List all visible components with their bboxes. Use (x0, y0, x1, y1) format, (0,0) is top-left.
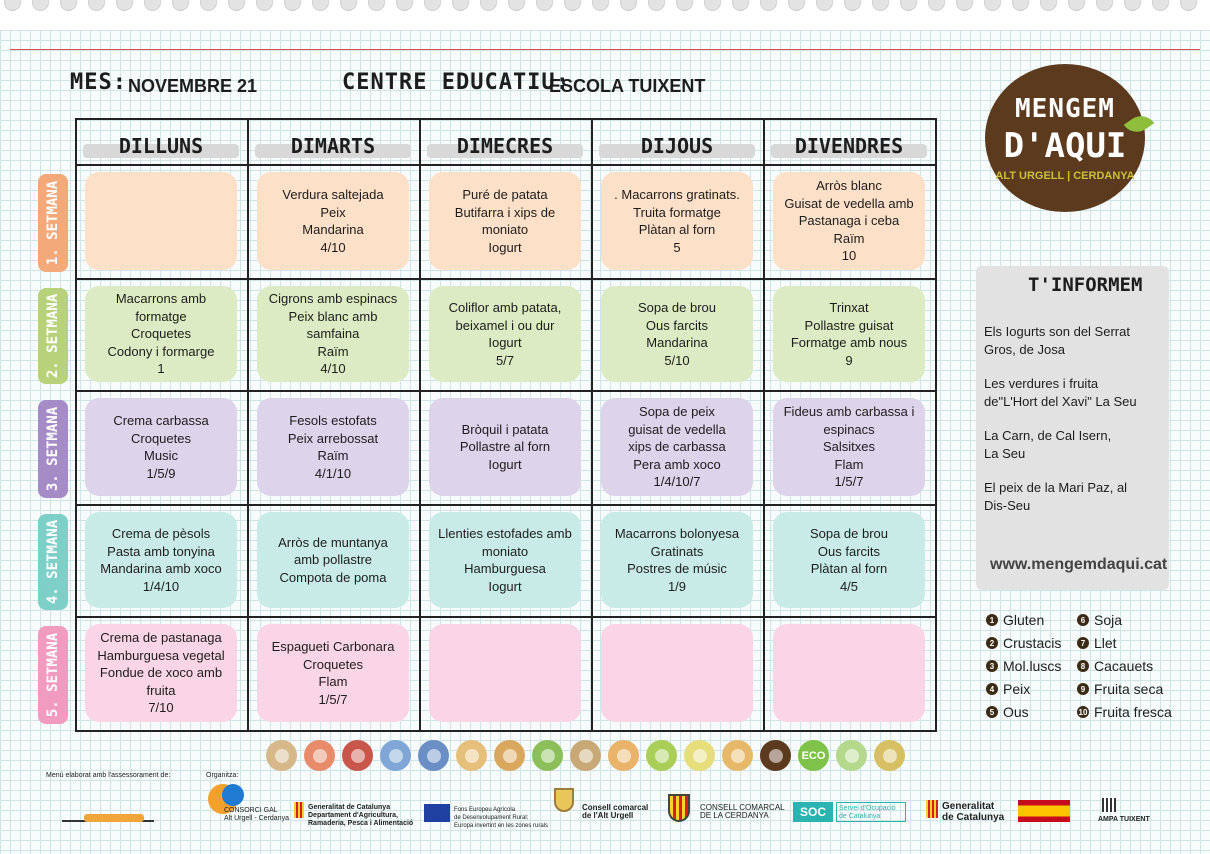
menu-cell: Crema de pastanaga Hamburguesa vegetal Fondue de xoco amb fruita 7/10 (85, 624, 237, 722)
week-label-1 (38, 174, 68, 272)
menu-cell: Fideus amb carbassa i espinacs Salsitxes Flam 1/5/7 (773, 398, 925, 496)
menu-cell: . Macarrons gratinats. Truita formatge Plàtan al forn 5 (601, 172, 753, 270)
chicken-icon (608, 740, 639, 771)
info-title: T'INFORMEM (1028, 274, 1143, 296)
binding-ring (844, 0, 861, 11)
food-icon-glyph (389, 749, 403, 763)
food-icon-glyph (845, 749, 859, 763)
week-label-text: 2. SETMANA (45, 293, 62, 379)
consorci-logo-blue (222, 784, 244, 806)
logo-line1: MENGEM (1015, 94, 1115, 124)
menu-cell (429, 624, 581, 722)
allergen-label: Ous (1003, 704, 1029, 720)
binding-ring (340, 0, 357, 11)
table-row-divider (75, 118, 937, 120)
menu-cell: Crema de pèsols Pasta amb tonyina Mandarina amb xoco 1/4/10 (85, 512, 237, 608)
binding-ring (1180, 0, 1197, 11)
allergen-label: Peix (1003, 681, 1031, 697)
menu-cell: Cigrons amb espinacs Peix blanc amb samfaina Raïm 4/10 (257, 286, 409, 382)
allergen-number-icon: 7 (1077, 637, 1089, 649)
info-meat: La Carn, de Cal Isern, La Seu (984, 428, 1112, 461)
advisor-logo (62, 792, 154, 822)
binding-ring (228, 0, 245, 11)
menu-cell: Llenties estofades amb moniato Hamburguesa Iogurt (429, 512, 581, 608)
binding-ring (116, 0, 133, 11)
binding-ring (172, 0, 189, 11)
consorci-text: CONSORCI GAL Alt Urgell - Cerdanya (224, 807, 289, 822)
generalitat-flag2-icon (926, 800, 938, 818)
binding-ring (88, 0, 105, 11)
binding-ring (256, 0, 273, 11)
apple-icon (646, 740, 677, 771)
allergen-label: Cacauets (1094, 658, 1154, 674)
allergen-item (986, 612, 1044, 628)
menu-cell: Sopa de brou Ous farcits Plàtan al forn 4/5 (773, 512, 925, 608)
logo-line2: D'AQUI (1003, 126, 1127, 166)
binding-ring (480, 0, 497, 11)
allergen-label: Soja (1094, 612, 1123, 628)
table-column-divider (935, 118, 937, 732)
meat-icon (304, 740, 335, 771)
ampa-text: AMPA TUIXENT (1098, 816, 1150, 823)
pear-icon (684, 740, 715, 771)
allergen-label: Fruita fresca (1094, 704, 1172, 720)
allergen-item (1077, 612, 1122, 628)
allergen-item (986, 681, 1030, 697)
logo-line3: ALT URGELL | CERDANYA (995, 170, 1135, 182)
allergen-number-icon: 3 (986, 660, 998, 672)
month-value: NOVEMBRE 21 (128, 76, 258, 96)
cerdanya-shield-icon (668, 794, 690, 822)
allergen-label: Fruita seca (1094, 681, 1164, 697)
mengem-daqui-logo (985, 64, 1145, 212)
binding-ring (872, 0, 889, 11)
binding-ring (564, 0, 581, 11)
allergen-item (986, 658, 1061, 674)
allergen-item (986, 704, 1029, 720)
binding-ring (1012, 0, 1029, 11)
table-row-divider (75, 278, 937, 280)
menu-cell: Macarrons amb formatge Croquetes Codony i formarge 1 (85, 286, 237, 382)
week-label-2 (38, 288, 68, 384)
alt-urgell-text: Consell comarcal de l'Alt Urgell (582, 803, 649, 820)
food-icons-row (266, 740, 905, 771)
binding-ring (200, 0, 217, 11)
menu-cell: Bròquil i patata Pollastre al forn Iogurt (429, 398, 581, 496)
allergen-number-icon: 5 (986, 706, 998, 718)
binding-ring (1124, 0, 1141, 11)
table-column-divider (591, 118, 593, 732)
allergen-number-icon: 8 (1077, 660, 1089, 672)
legumes-icon (456, 740, 487, 771)
day-header-label: DILLUNS (118, 134, 204, 158)
binding-ring (144, 0, 161, 11)
allergen-label: Gluten (1003, 612, 1045, 628)
school-value: ESCOLA TUIXENT (549, 76, 706, 96)
menu-cell: Crema carbassa Croquetes Music 1/5/9 (85, 398, 237, 496)
table-column-divider (419, 118, 421, 732)
vegetable-icon (532, 740, 563, 771)
menu-cell (773, 624, 925, 722)
cereal-icon (266, 740, 297, 771)
food-icon-glyph (655, 749, 669, 763)
binding-ring (788, 0, 805, 11)
menu-table (75, 118, 937, 732)
binding-ring (368, 0, 385, 11)
eu-flag-icon (424, 804, 450, 822)
binding-ring (4, 0, 21, 11)
binding-ring (1096, 0, 1113, 11)
allergen-item (1077, 635, 1117, 651)
day-header-dilluns (75, 128, 247, 164)
menu-cell: Fesols estofats Peix arrebossat Raïm 4/1/10 (257, 398, 409, 496)
ampa-logo-icon (1102, 798, 1116, 812)
spain-gov-logo (1018, 800, 1070, 822)
menu-cell: Arròs blanc Guisat de vedella amb Pastanaga i ceba Raïm 10 (773, 172, 925, 270)
soc-label: SOC (799, 805, 826, 819)
binding-ring (1152, 0, 1169, 11)
dept-agricultura-text: Generalitat de Catalunya Departament d'Agricultura, Ramaderia, Pesca i Alimentació (308, 804, 414, 827)
table-column-divider (763, 118, 765, 732)
allergen-number-icon: 4 (986, 683, 998, 695)
bread-icon (722, 740, 753, 771)
food-icon-glyph (731, 749, 745, 763)
food-icon-glyph (769, 749, 783, 763)
table-row-divider (75, 164, 937, 166)
day-header-dimecres (419, 128, 591, 164)
day-header-label: DIVENDRES (794, 134, 904, 158)
food-icon-glyph (503, 749, 517, 763)
allergen-label: Mol.luscs (1003, 658, 1062, 674)
soc-logo (793, 802, 833, 822)
feader-text: Fons Europeu Agrícola de Desenvolupament Rural: Europa invertint en les zones rurals (454, 807, 549, 829)
binding-ring (984, 0, 1001, 11)
allergen-label: Llet (1094, 635, 1117, 651)
soc-sub-text: Servei d'Ocupació de Catalunya (836, 802, 906, 822)
food-icon-glyph (427, 749, 441, 763)
allergen-number-icon: 1 (986, 614, 998, 626)
allergen-item (1077, 681, 1163, 697)
binding-ring (956, 0, 973, 11)
month-label: MES: (70, 70, 127, 95)
allergen-item (986, 635, 1061, 651)
eco-icon: ECO (798, 740, 829, 771)
week-label-text: 3. SETMANA (45, 406, 62, 492)
menu-cell (601, 624, 753, 722)
food-icon-glyph (465, 749, 479, 763)
menu-cell: Sopa de peix guisat de vedella xips de carbassa Pera amb xoco 1/4/10/7 (601, 398, 753, 496)
day-header-label: DIJOUS (640, 134, 714, 158)
allergen-number-icon: 2 (986, 637, 998, 649)
binding-ring (508, 0, 525, 11)
allergen-number-icon: 10 (1078, 707, 1088, 717)
generalitat-flag-icon (294, 802, 304, 818)
binding-ring (536, 0, 553, 11)
food-icon-glyph (275, 749, 289, 763)
assessorament-text: Menú elaborat amb l'assessorament de: (46, 772, 171, 779)
leaf-icon (760, 740, 791, 771)
day-header-dimarts (247, 128, 419, 164)
info-yogurt: Els Iogurts son del Serrat Gros, de Josa (984, 324, 1130, 357)
food-icon-glyph (693, 749, 707, 763)
table-row-divider (75, 504, 937, 506)
week-label-text: 4. SETMANA (45, 519, 62, 605)
binding-ring (732, 0, 749, 11)
cerdanya-text: CONSELL COMARCAL DE LA CERDANYA (700, 803, 785, 820)
binding-ring (620, 0, 637, 11)
binding-ring (592, 0, 609, 11)
binding-ring (704, 0, 721, 11)
milk-icon (836, 740, 867, 771)
school-label: CENTRE EDUCATIU: (342, 70, 570, 95)
binding-ring (32, 0, 49, 11)
day-header-label: DIMARTS (290, 134, 376, 158)
week-label-text: 5. SETMANA (45, 632, 62, 718)
info-fish: El peix de la Mari Paz, al Dis-Seu (984, 480, 1128, 513)
binding-ring (60, 0, 77, 11)
menu-cell: Espagueti Carbonara Croquetes Flam 1/5/7 (257, 624, 409, 722)
binding-ring (312, 0, 329, 11)
week-label-3 (38, 400, 68, 498)
food-icon-glyph (351, 749, 365, 763)
table-row-divider (75, 616, 937, 618)
week-label-text: 1. SETMANA (45, 180, 62, 266)
week-label-4 (38, 514, 68, 610)
binding-ring (1068, 0, 1085, 11)
menu-cell: Sopa de brou Ous farcits Mandarina 5/10 (601, 286, 753, 382)
steak-icon (342, 740, 373, 771)
organitza-text: Organitza: (206, 772, 239, 779)
website-link[interactable]: www.mengemdaqui.cat (990, 556, 1168, 573)
binding-ring (928, 0, 945, 11)
binding-ring (760, 0, 777, 11)
fish-icon (380, 740, 411, 771)
food-icon-glyph (617, 749, 631, 763)
menu-cell: Coliflor amb patata, beixamel i ou dur Iogurt 5/7 (429, 286, 581, 382)
binding-ring (1040, 0, 1057, 11)
binding-ring (284, 0, 301, 11)
week-label-5 (38, 626, 68, 724)
binding-ring (424, 0, 441, 11)
sardines-icon (418, 740, 449, 771)
wheat-icon (494, 740, 525, 771)
binding-ring (676, 0, 693, 11)
menu-cell (85, 172, 237, 270)
generalitat-text: Generalitat de Catalunya (942, 801, 1005, 823)
food-icon-glyph (883, 749, 897, 763)
table-column-divider (75, 118, 77, 732)
table-row-divider (75, 730, 937, 732)
allergen-label: Crustacis (1003, 635, 1062, 651)
allergen-item (1077, 658, 1153, 674)
info-vegetables: Les verdures i fruita de"L'Hort del Xavi" La Seu (984, 376, 1137, 409)
jar-icon (874, 740, 905, 771)
day-header-dijous (591, 128, 763, 164)
table-row-divider (75, 390, 937, 392)
menu-cell: Verdura saltejada Peix Mandarina 4/10 (257, 172, 409, 270)
table-column-divider (247, 118, 249, 732)
binding-ring (900, 0, 917, 11)
allergen-number-icon: 9 (1077, 683, 1089, 695)
binding-ring (816, 0, 833, 11)
food-icon-glyph (313, 749, 327, 763)
alt-urgell-shield-icon (554, 788, 574, 812)
binding-ring (396, 0, 413, 11)
food-icon-glyph (579, 749, 593, 763)
allergen-item (1077, 704, 1172, 720)
day-header-divendres (763, 128, 935, 164)
menu-cell: Trinxat Pollastre guisat Formatge amb nous 9 (773, 286, 925, 382)
binding-ring (648, 0, 665, 11)
menu-cell: Arròs de muntanya amb pollastre Compota de poma (257, 512, 409, 608)
binding-ring (452, 0, 469, 11)
spiral-binding (0, 0, 1210, 22)
menu-cell: Puré de patata Butifarra i xips de moniato Iogurt (429, 172, 581, 270)
allergen-number-icon: 6 (1077, 614, 1089, 626)
food-icon-glyph (541, 749, 555, 763)
nuts-icon (570, 740, 601, 771)
day-header-label: DIMECRES (456, 134, 554, 158)
margin-line (10, 49, 1200, 50)
menu-cell: Macarrons bolonyesa Gratinats Postres de músic 1/9 (601, 512, 753, 608)
